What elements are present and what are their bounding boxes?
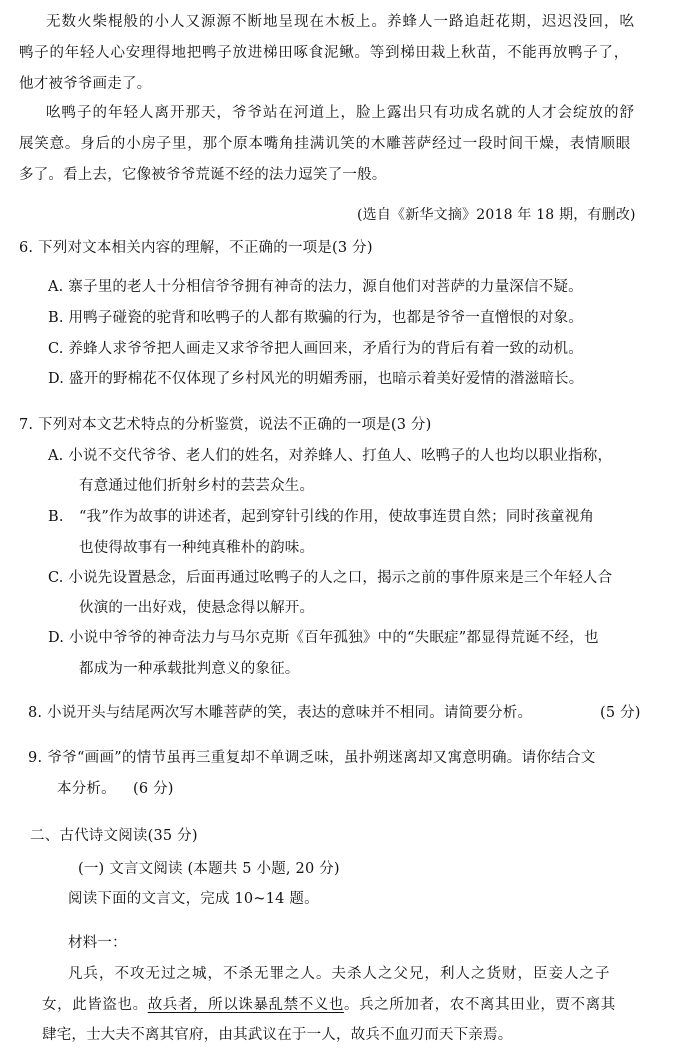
q7-stem: 7. 下列对本文艺术特点的分析鉴赏，说法不正确的一项是(3 分) [19, 417, 432, 433]
story-p1-line1: 无数火柴棍般的小人又源源不断地呈现在木板上。养蜂人一路追赶花期，迟迟没回，吆 [46, 14, 635, 30]
q7-option-a-line1: A. 小说不交代爷爷、老人们的姓名，对养蜂人、打鱼人、吆鸭子的人也均以职业指称， [48, 448, 613, 464]
material1-line2-start: 女，此皆盗也。 [42, 997, 148, 1013]
q8-score: (5 分) [600, 705, 641, 721]
q7-option-b-line2: 也使得故事有一种纯真稚朴的韵味。 [79, 540, 315, 556]
q7-option-b-line1: “我”作为故事的讲述者，起到穿针引线的作用，使故事连贯自然；同时孩童视角 [79, 509, 595, 525]
q6-option-b: B. 用鸭子碰瓷的驼背和吆鸭子的人都有欺骗的行为，也都是爷爷一直憎恨的对象。 [48, 310, 583, 326]
material1-line1: 凡兵，不攻无过之城，不杀无罪之人。夫杀人之父兄，利人之货财，臣妾人之子 [68, 966, 611, 982]
q7-option-d-line1: D. 小说中爷爷的神奇法力与马尔克斯《百年孤独》中的“失眠症”都显得荒诞不经，也 [48, 630, 599, 646]
q9-line1: 9. 爷爷“画画”的情节虽再三重复却不单调乏味，虽扑朔迷离却又寓意明确。请你结合文 [28, 750, 596, 766]
q9-line2: 本分析。 [57, 781, 116, 797]
section2-instruction: 阅读下面的文言文，完成 10~14 题。 [68, 891, 319, 907]
story-p2-line2: 展笑意。身后的小房子里，那个原本嘴角挂满讥笑的木雕菩萨经过一段时间干燥，表情顺眼 [19, 136, 631, 152]
material1-line3: 肆宅，士大夫不离其官府，由其武议在于一人，故兵不血刃而天下亲焉。 [42, 1027, 513, 1043]
story-p1-line3: 他才被爷爷画走了。 [19, 76, 152, 92]
q7-option-c-line1: C. 小说先设置悬念，后面再通过吆鸭子的人之口，揭示之前的事件原来是三个年轻人合 [48, 570, 613, 586]
story-citation: (选自《新华文摘》2018 年 18 期，有删改) [357, 207, 636, 223]
q6-option-d: D. 盛开的野棉花不仅体现了乡村风光的明媚秀丽，也暗示着美好爱情的潜滋暗长。 [48, 371, 584, 387]
section2-subheading: (一) 文言文阅读 (本题共 5 小题, 20 分) [78, 861, 340, 877]
story-p2-line1: 吆鸭子的年轻人离开那天，爷爷站在河道上，脸上露出只有功成名就的人才会绽放的舒 [46, 105, 635, 121]
material1-line2-end: 。兵之所加者，农不离其田业，贾不离其 [344, 997, 616, 1013]
q6-option-c: C. 养蜂人求爷爷把人画走又求爷爷把人画回来，矛盾行为的背后有着一致的动机。 [48, 341, 583, 357]
material1-underlined-sentence: 故兵者，所以诛暴乱禁不义也 [147, 997, 345, 1013]
story-p1-line2: 鸭子的年轻人心安理得地把鸭子放进梯田啄食泥鳅。等到梯田栽上秋苗，不能再放鸭子了， [19, 45, 629, 61]
material1-line2 [42, 995, 616, 1015]
q7-option-c-line2: 伙演的一出好戏，使悬念得以解开。 [79, 600, 315, 616]
q7-option-d-line2: 都成为一种承载批判意义的象征。 [79, 661, 300, 677]
story-p2-line3: 多了。看上去，它像被爷爷荒诞不经的法力逗笑了一般。 [19, 167, 387, 183]
section2-heading: 二、古代诗文阅读(35 分) [30, 828, 198, 844]
q6-option-a: A. 寨子里的老人十分相信爷爷拥有神奇的法力，源自他们对菩萨的力量深信不疑。 [48, 279, 583, 295]
q9-score: (6 分) [133, 781, 174, 797]
q7-option-a-line2: 有意通过他们折射乡村的芸芸众生。 [79, 478, 315, 494]
material1-label: 材料一： [68, 935, 127, 951]
q8-text: 8. 小说开头与结尾两次写木雕菩萨的笑，表达的意味并不相同。请简要分析。 [28, 705, 533, 721]
q7-option-b-label: B. [48, 509, 64, 525]
q6-stem: 6. 下列对文本相关内容的理解，不正确的一项是(3 分) [19, 240, 373, 256]
